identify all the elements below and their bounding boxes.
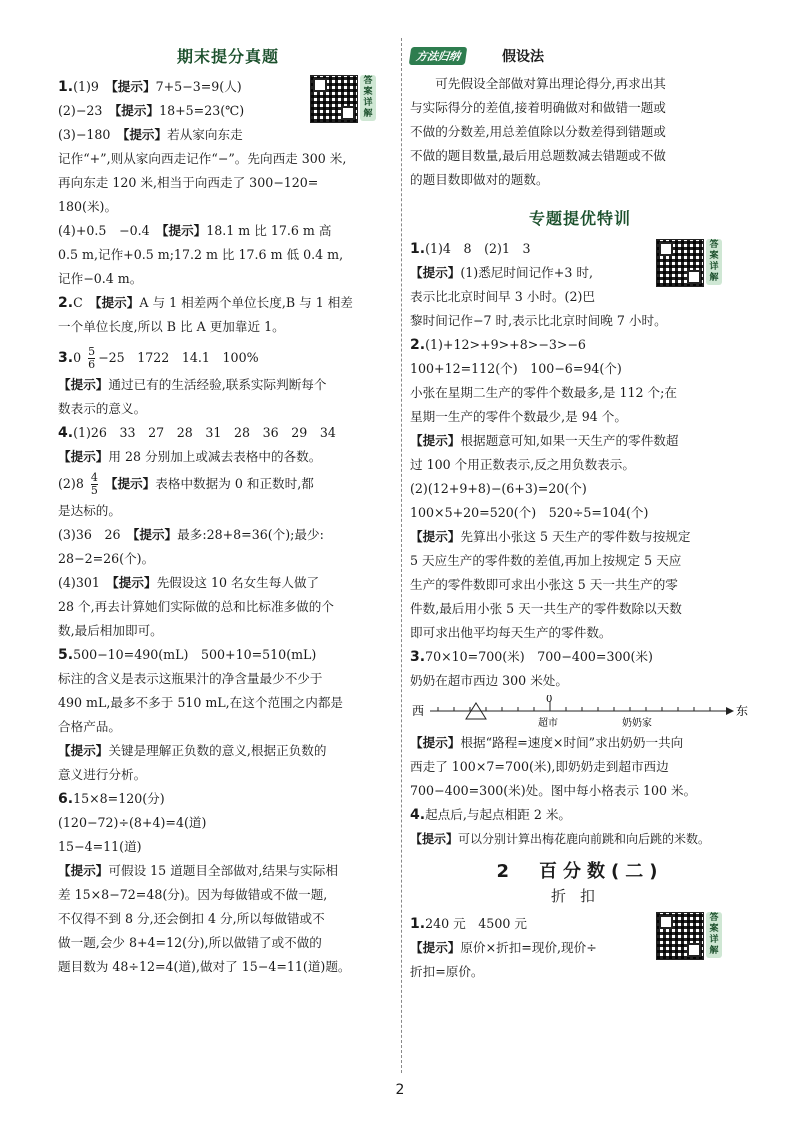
question-4: 4.起点后,与起点相距 2 米。 【提示】可以分别计算出梅花鹿向前跳和向后跳的米数。 — [410, 807, 711, 846]
hint-label: 【提示】 — [111, 79, 156, 94]
right-column — [410, 40, 750, 984]
section-title: 期末提分真题 — [176, 47, 279, 66]
question-number: 2. — [58, 295, 74, 311]
home-label: 奶奶家 — [622, 718, 652, 729]
chapter-title: 2 百分数(二) — [496, 861, 664, 882]
question-number: 4. — [58, 425, 74, 441]
hint-label: 【提示】 — [410, 832, 459, 846]
west-label: 西 — [412, 704, 425, 718]
qr-code-icon[interactable] — [656, 239, 704, 287]
question-number: 1. — [58, 79, 74, 95]
question-5: 5.500−10=490(mL) 500+10=510(mL) 标注的含义是表示这瓶果汁的净含量最少不少于 490 mL,最多不多于 510 mL,在这个范围之内都是 合格产品。 【提示】关键是理解正负数的意义,根据正负数的 意义进行分析。 — [58, 647, 344, 782]
hint-label: 【提示】 — [115, 103, 160, 118]
east-label: 东 — [736, 704, 749, 718]
zero-label: 0 — [546, 695, 553, 705]
hint-label: 【提示】 — [162, 223, 207, 238]
method-summary: 可先假设全部做对算出理论得分,再求出其 与实际得分的差值,接着明确做对和做错一题或 不做的分数差,用总差值除以分数差得到错题或 不做的题目数量,最后用总题数减去错题或不做 的题目数即做对的题数。 — [410, 76, 666, 187]
hint-label: 【提示】 — [95, 295, 140, 310]
answer-detail-badge[interactable]: 答案详解 — [706, 239, 722, 285]
question-number: 5. — [58, 647, 74, 663]
axis-arrow-icon — [726, 707, 734, 715]
question-number: 2. — [410, 337, 426, 353]
question-number: 1. — [410, 916, 426, 932]
question-4: 4.(1)26 33 27 28 31 28 36 29 34 【提示】用 28 分别加上或减去表格中的各数。 (2)8 $\frac{4}{5}$ 【提示】表格中数据为 0 和正数时,都 是达标的。 (3)36 26 【提示】最多:28+8=36(个);最少: 28−2=26(个)。 (4)301 【提示】先假设这 10 名女生每人做了 28 个,再去计算她们实际做的总和比标准多做的个 数,最后相加即可。 — [58, 425, 336, 638]
answer-detail-badge[interactable]: 答案详解 — [706, 912, 722, 958]
fraction: $\frac{4}{5}$ — [90, 471, 98, 497]
hint-label: 【提示】 — [58, 863, 109, 878]
hint-label: 【提示】 — [410, 265, 461, 280]
hint-label: 【提示】 — [410, 529, 461, 544]
method-tag: 方法归纳 — [409, 47, 468, 65]
hint-label: 【提示】 — [58, 449, 109, 464]
left-column — [58, 40, 398, 979]
hint-label: 【提示】 — [58, 743, 109, 758]
market-label: 超市 — [538, 718, 558, 729]
hint-label: 【提示】 — [58, 377, 109, 392]
number-line — [410, 695, 750, 729]
question-number: 6. — [58, 791, 74, 807]
hint-label: 【提示】 — [112, 575, 157, 590]
hint-label: 【提示】 — [123, 127, 168, 142]
section-title: 专题提优特训 — [528, 209, 631, 228]
hint-label: 【提示】 — [410, 735, 461, 750]
hint-label: 【提示】 — [410, 433, 461, 448]
question-number: 3. — [58, 350, 74, 366]
hint-label: 【提示】 — [133, 527, 178, 542]
method-title: 假设法 — [502, 49, 544, 65]
hint-label: 【提示】 — [410, 940, 461, 955]
question-6: 6.15×8=120(分) (120−72)÷(8+4)=4(道) 15−4=11(道) 【提示】可假设 15 道题目全部做对,结果与实际相 差 15×8−72=48(分)。因为每做错或不做一题, 不仅得不到 8 分,还会倒扣 4 分,所以每做错或不 做一题,会少 8+4=12(分),所以做错了或不做的 题目数为 48÷12=4(道),做对了 15−4=11(道)题。 — [58, 791, 351, 974]
question-2: 2.C 【提示】A 与 1 相差两个单位长度,B 与 1 相差 一个单位长度,所以 B 比 A 更加靠近 1。 — [58, 295, 353, 334]
question-number: 3. — [410, 649, 426, 665]
qr-code-icon[interactable] — [656, 912, 704, 960]
qr-code-icon[interactable] — [310, 75, 358, 123]
question-1: 1.(1)9 【提示】7+5−3=9(人) (2)−23 【提示】18+5=23(℃) (3)−180 【提示】若从家向东走 记作“+”,则从家向西走记作“−”。先向西走 300 米, 再向东走 120 米,相当于向西走了 300−120= 180(米)。 (4)+0.5 −0.4 【提示】18.1 m 比 17.6 m 高 0.5 m,记作+0.5 m;17.2 m 比 17.6 m 低 0.4 m, 记作−0.4 m。 答案详解 — [58, 75, 398, 291]
subchapter-title: 折扣 — [550, 887, 609, 905]
hint-label: 【提示】 — [104, 476, 156, 491]
column-divider — [401, 38, 402, 1073]
question-2: 2.(1)+12>+9>+8>−3>−6 100+12=112(个) 100−6=94(个) 小张在星期二生产的零件个数最多,是 112 个;在 星期一生产的零件个数最少,是 94 个。 【提示】根据题意可知,如果一天生产的零件数超 过 100 个用正数表示,反之用负数表示。 (2)(12+9+8)−(6+3)=20(个) 100×5+20=520(个) 520÷5=104(个) 【提示】先算出小张这 5 天生产的零件数与按规定 5 天应生产的零件数的差值,再加上按规定 5 天应 生产的零件数即可求出小张这 5 天一共生产的零 件数,最后用小张 5 天一共生产的零件数除以天数 即可求出他平均每天生产的零件数。 — [410, 337, 691, 640]
fraction: $\frac{5}{6}$ — [88, 345, 96, 371]
page-number: 2 — [395, 1082, 405, 1098]
question-3: 3.0 $\frac{5}{6}$ −25 1722 14.1 100% 【提示】通过已有的生活经验,联系实际判断每个 数表示的意义。 — [58, 345, 327, 416]
question-3: 3.70×10=700(米) 700−400=300(米) 奶奶在超市西边 300 米处。 西 0 超市 奶奶家 东 【提示】根据“路程=速度×时间”求出奶奶一共向 西走了 100×7=700(米),即奶奶走到超市西边 700−400=300(米)处。图中每小格表示 100 米。 — [410, 649, 749, 798]
question-number: 4. — [410, 807, 426, 823]
answer-detail-badge[interactable]: 答案详解 — [360, 75, 376, 121]
question-number: 1. — [410, 241, 426, 257]
question-1: 1.240 元 4500 元 【提示】原价×折扣=现价,现价÷ 折扣=原价。 答案详解 — [410, 912, 750, 984]
method-header — [410, 46, 750, 66]
number-line-diagram — [410, 695, 750, 729]
question-1: 1.(1)4 8 (2)1 3 【提示】(1)悉尼时间记作+3 时, 表示比北京时间早 3 小时。(2)巴 黎时间记作−7 时,表示比北京时间晚 7 小时。 答案详解 — [410, 237, 750, 333]
